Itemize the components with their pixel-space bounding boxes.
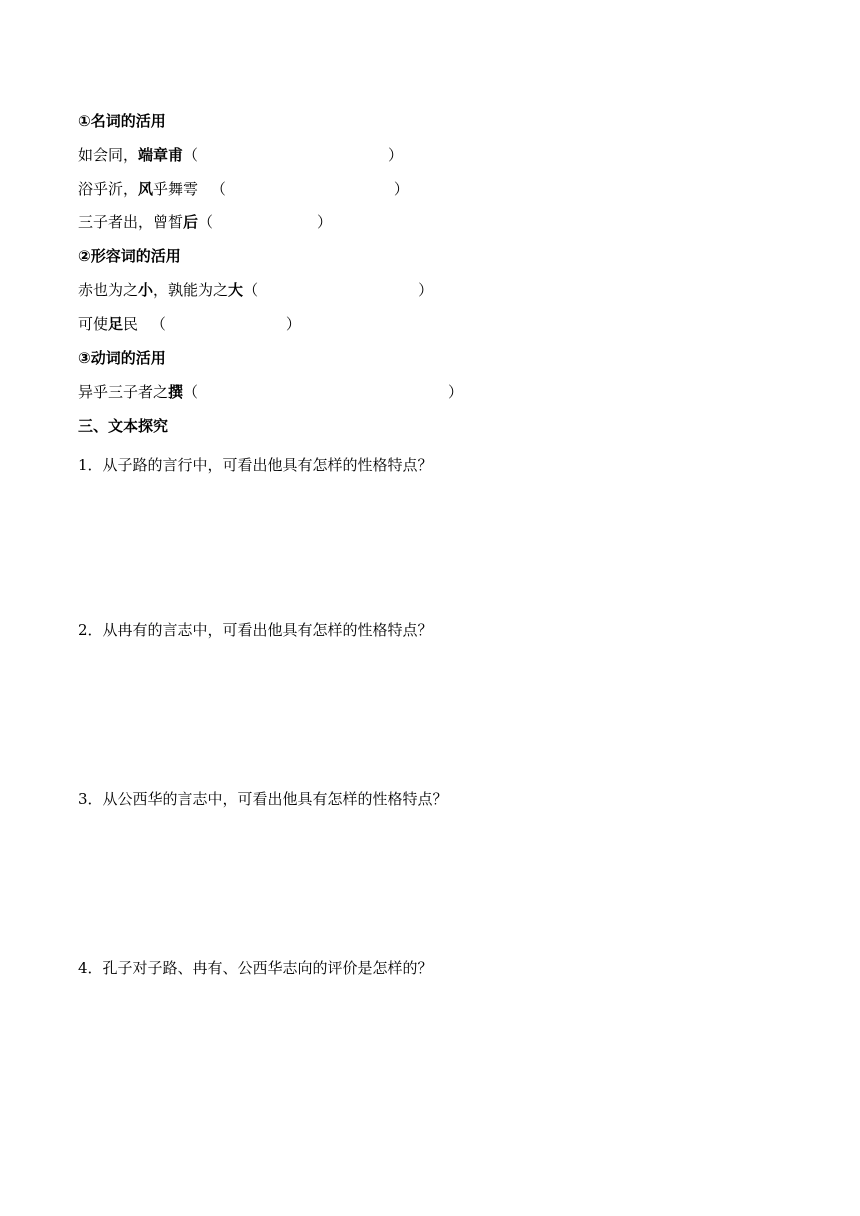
open-paren: （ [150,315,166,333]
exercise-text: 浴乎沂， [78,180,139,198]
open-paren: （ [183,383,199,401]
exercise-keyword: 后 [183,213,199,231]
exercise-text: 异乎三子者之 [78,383,169,401]
exercise-keyword: 撰 [168,383,184,401]
exercise-text: 乎舞雩 [153,180,203,198]
heading-verb-usage: ③动词的活用 [78,349,166,367]
question-3: 3．从公西华的言志中，可看出他具有怎样的性格特点？ [78,790,448,808]
exercise-text: 可使 [78,315,109,333]
close-paren: ） [418,281,434,299]
exercise-line [78,179,409,199]
heading-text-exploration: 三、文本探究 [78,417,169,435]
open-paren: （ [243,281,259,299]
heading-adjective-usage: ②形容词的活用 [78,247,181,265]
exercise-keyword: 风 [138,180,154,198]
exercise-line [78,212,332,232]
exercise-text: 如会同， [78,146,139,164]
exercise-keyword: 足 [108,315,124,333]
exercise-keyword: 端章甫 [138,146,184,164]
exercise-line [78,280,433,300]
exercise-line [78,145,403,165]
close-paren: ） [393,180,409,198]
close-paren: ） [388,146,404,164]
exercise-keyword: 小 [138,281,154,299]
open-paren: （ [210,180,226,198]
close-paren: ） [285,315,301,333]
close-paren: ） [448,383,464,401]
exercise-keyword: 大 [228,281,244,299]
exercise-text: ，孰能为之 [153,281,229,299]
exercise-text: 民 [123,315,143,333]
exercise-line [78,382,463,402]
exercise-text: 赤也为之 [78,281,139,299]
open-paren: （ [183,146,199,164]
heading-noun-usage: ①名词的活用 [78,112,166,130]
question-4: 4．孔子对子路、冉有、公西华志向的评价是怎样的？ [78,959,433,977]
open-paren: （ [198,213,214,231]
question-2: 2．从冉有的言志中，可看出他具有怎样的性格特点？ [78,621,433,639]
exercise-text: 三子者出，曾皙 [78,213,184,231]
exercise-line [78,314,301,334]
close-paren: ） [317,213,333,231]
question-1: 1．从子路的言行中，可看出他具有怎样的性格特点？ [78,456,433,474]
